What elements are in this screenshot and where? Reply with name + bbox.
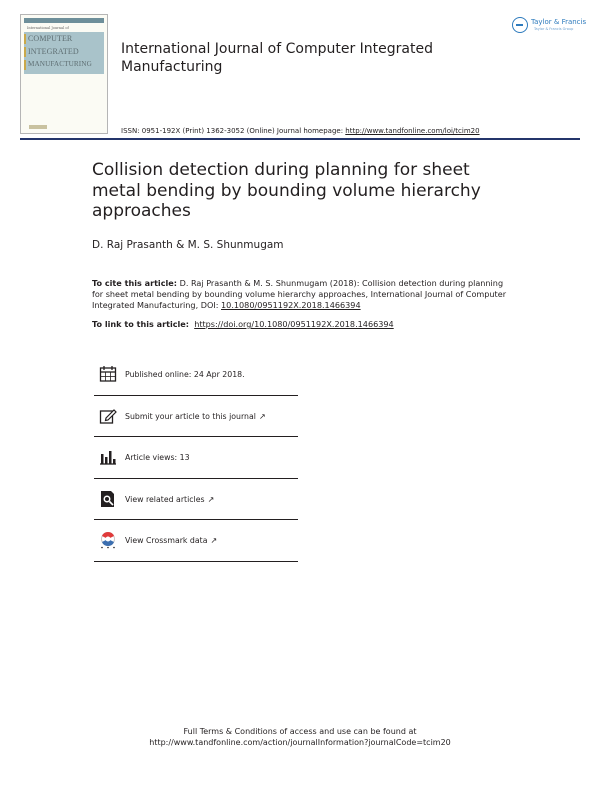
article-title: Collision detection during planning for sheet metal bending by bounding volume hierarchy approaches bbox=[92, 160, 481, 221]
journal-homepage-link[interactable]: http://www.tandfonline.com/loi/tcim20 bbox=[345, 127, 480, 135]
external-link-icon: ↗ bbox=[210, 536, 218, 545]
cover-top-bar bbox=[24, 18, 104, 23]
related-articles-link[interactable] bbox=[125, 495, 214, 504]
footer-url[interactable]: http://www.tandfonline.com/action/journalInformation?journalCode=tcim20 bbox=[149, 738, 451, 747]
bar-chart-icon bbox=[99, 448, 117, 466]
external-link-icon: ↗ bbox=[258, 411, 266, 421]
logo-subtitle: Taylor & Francis Group bbox=[534, 27, 574, 31]
citation-label: To cite this article: bbox=[92, 278, 178, 288]
submit-article-link[interactable] bbox=[125, 412, 266, 421]
logo-name: Taylor & Francis bbox=[531, 18, 587, 26]
article-doi-link[interactable]: https://doi.org/10.1080/0951192X.2018.1466394 bbox=[194, 319, 394, 329]
list-item-related-articles[interactable] bbox=[94, 479, 298, 521]
header-divider bbox=[20, 138, 580, 140]
edit-icon bbox=[99, 407, 117, 425]
journal-title: International Journal of Computer Integrated Manufacturing bbox=[121, 41, 433, 75]
list-item-article-views bbox=[94, 437, 298, 479]
cover-stripe bbox=[24, 34, 26, 44]
footer-line: Full Terms & Conditions of access and use can be found at bbox=[183, 727, 417, 736]
cover-stripe bbox=[24, 60, 26, 70]
related-articles-label[interactable]: View related articles bbox=[125, 494, 205, 504]
list-item-published bbox=[94, 354, 298, 396]
cover-word: COMPUTER bbox=[28, 34, 73, 43]
list-item-crossmark[interactable] bbox=[94, 520, 298, 562]
submit-article-label[interactable]: Submit your article to this journal bbox=[125, 411, 256, 421]
cover-stripe bbox=[24, 47, 26, 57]
cover-small-text: International Journal of bbox=[27, 26, 69, 30]
article-authors: D. Raj Prasanth & M. S. Shunmugam bbox=[92, 239, 284, 251]
citation-text: D. Raj Prasanth & M. S. Shunmugam (2018): Collision detection during planning for sheet metal bending by bounding volume hierarchy approaches, International Journal of Computer Integrated Manufacturing, DOI: bbox=[92, 278, 507, 310]
footer bbox=[0, 726, 600, 748]
cover-word: INTEGRATED bbox=[28, 47, 79, 56]
issn-line bbox=[121, 127, 480, 135]
link-label: To link to this article: bbox=[92, 319, 190, 329]
search-document-icon bbox=[99, 490, 117, 508]
publisher-logo bbox=[512, 16, 587, 36]
issn-text: ISSN: 0951-192X (Print) 1362-3052 (Online) Journal homepage: bbox=[121, 127, 346, 135]
cover-word: MANUFACTURING bbox=[28, 60, 92, 68]
logo-circle-icon bbox=[512, 17, 528, 33]
calendar-icon bbox=[99, 365, 117, 383]
published-date: Published online: 24 Apr 2018. bbox=[125, 370, 245, 379]
crossmark-icon bbox=[99, 531, 117, 549]
article-actions-list bbox=[94, 354, 298, 562]
crossmark-label[interactable]: View Crossmark data bbox=[125, 536, 208, 545]
journal-cover-thumbnail bbox=[20, 14, 108, 134]
citation-block bbox=[92, 278, 512, 310]
external-link-icon: ↗ bbox=[207, 494, 215, 504]
article-views-count: Article views: 13 bbox=[125, 453, 190, 462]
article-link-line bbox=[92, 319, 394, 329]
cover-publisher-mark bbox=[29, 125, 47, 129]
doi-link[interactable]: 10.1080/0951192X.2018.1466394 bbox=[221, 299, 361, 310]
crossmark-link[interactable] bbox=[125, 536, 217, 545]
list-item-submit-article[interactable] bbox=[94, 396, 298, 438]
